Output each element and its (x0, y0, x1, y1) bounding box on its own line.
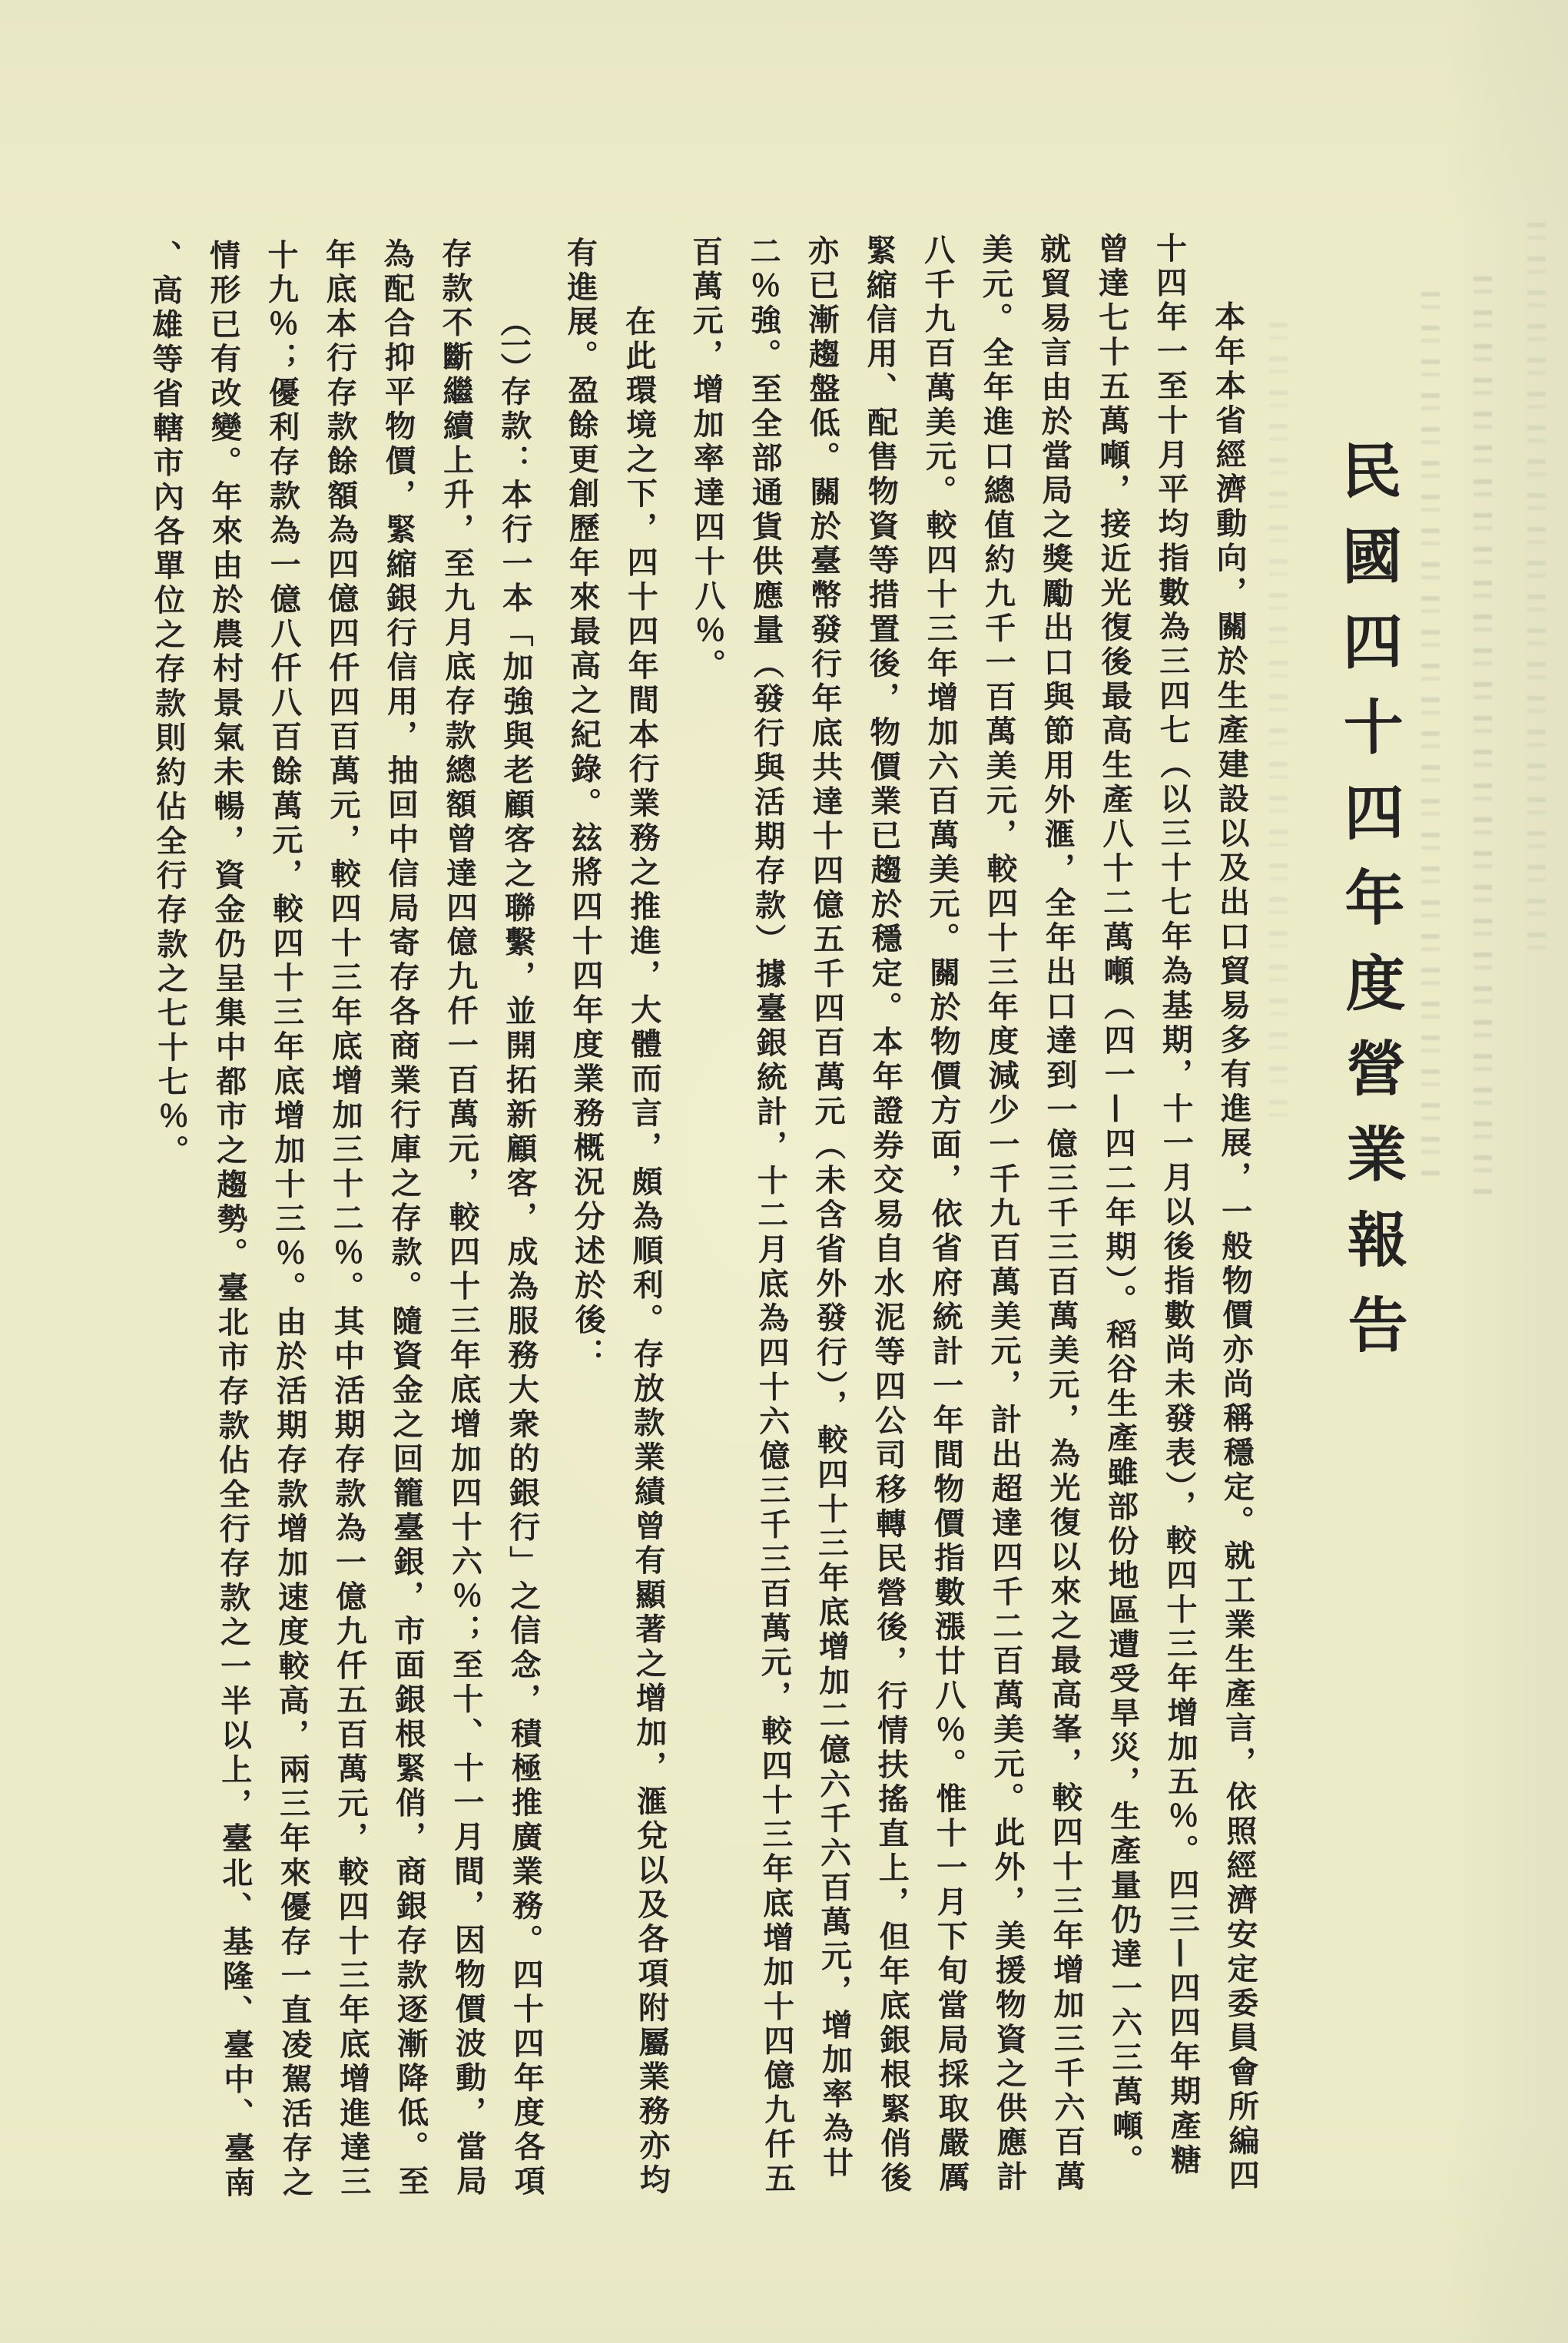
text-column: 緊縮信用、配售物資等措置後，物價業已趨於穩定。本年證券交易自水泥等四公司移轉民營後，行情扶搖直上，但年底銀根緊俏後 (860, 234, 913, 2196)
section-number: （一） (495, 305, 532, 376)
text-column: 十九％；優利存款為一億八仟八百餘萬元，較四十三年底增加十三％。由於活期存款增加速度較高，兩三年來優存一直凌駕活存之 (262, 238, 314, 2201)
section-heading: 存款 (496, 374, 532, 444)
text-column: 二％強。至全部通貨供應量（發行與活期存款）據臺銀統計，十二月底為四十六億三千三百萬元，較四十三年底增加十四億九仟五 (744, 234, 797, 2197)
text-column: 存款不斷繼續上升，至九月底存款總額曾達四億九仟一百萬元，較四十三年底增加四十六％；至十、十一月間，因物價波動，當局 (436, 237, 488, 2199)
text-column: 曾達七十五萬噸，接近光復後最高生產八十二萬噸（四一—四二年期）。稻谷生產雖部份地區遭受旱災，生產量仍達一六三萬噸。 (1092, 232, 1145, 2179)
text-column: 為配合抑平物價，緊縮銀行信用，抽回中信局寄存各商業行庫之存款。隨資金之回籠臺銀，市面銀根緊俏，商銀存款逐漸降低。至 (378, 237, 430, 2200)
text-column: 八千九百萬美元。較四十三年增加六百萬美元。關於物價方面，依省府統計一年間物價指數漲廿八％。惟十一月下旬當局採取嚴厲 (919, 234, 970, 2196)
text-run: ：本行一本「加強與老顧客之聯繫，並開拓新顧客，成為服務大衆的銀行」之信念，積極推廣業務。四十四年度各項 (496, 443, 546, 2199)
text-column: 情形已有改變。年來由於農村景氣未暢，資金仍呈集中都市之趨勢。臺北市存款佔全行存款之一半以上，臺北、基隆、臺中、臺南 (204, 239, 256, 2202)
text-column: 、高雄等省轄市內各單位之存款則約佔全行存款之七十七％。 (146, 239, 191, 1169)
paragraph-business-summary (551, 236, 682, 2199)
text-column: 就貿易言由於當局之獎勵出口與節用外滙，全年出口達到一億三千三百萬美元，為光復以來之最高峯，較四十三年增加三千六百萬 (1035, 232, 1086, 2195)
vertical-text-columns (135, 231, 1271, 2202)
paragraph-economic-overview (676, 231, 1271, 2197)
text-column: 本年本省經濟動向，關於生產建設以及出口貿易多有進展，一般物價亦尚稱穩定。就工業生產言，依照經濟安定委員會所編四 (1209, 300, 1261, 2194)
text-column: 有進展。盈餘更創歷年來最高之紀錄。玆將四十四年度業務概況分述於後： (562, 236, 607, 1373)
text-column: 年底本行存款餘額為四億四仟四百萬元，較四十三年底增加三十二％。其中活期存款為一億九仟五百萬元，較四十三年底增進達三 (320, 238, 372, 2201)
text-column: 百萬元，增加率達四十八％。 (687, 235, 727, 684)
text-column: 美元。全年進口總值約九千一百萬美元，較四十三年度減少一千九百萬美元，計出超達四千二百萬美元。此外，美援物資之供應計 (976, 233, 1029, 2196)
text-column: 亦已漸趨盤低。關於臺幣發行年底共達十四億五千四百萬元（未含省外發行），較四十三年底增加二億六千六百萬元，增加率為廿 (803, 234, 854, 2182)
text-column: 在此環境之下，四十四年間本行業務之推進，大體而言，頗為順利。存放款業績曾有顯著之增加，滙兌以及各項附屬業務亦均 (620, 304, 671, 2199)
text-column: 十四年一至十月平均指數為三四七（以三十七年為基期，十一月以後指數尚未發表），較四十三年增加五％。四三—四四年期產糖 (1151, 231, 1202, 2179)
paragraph-deposits (135, 237, 556, 2202)
report-title: 民國四十四年度營業報告 (1331, 439, 1409, 1380)
